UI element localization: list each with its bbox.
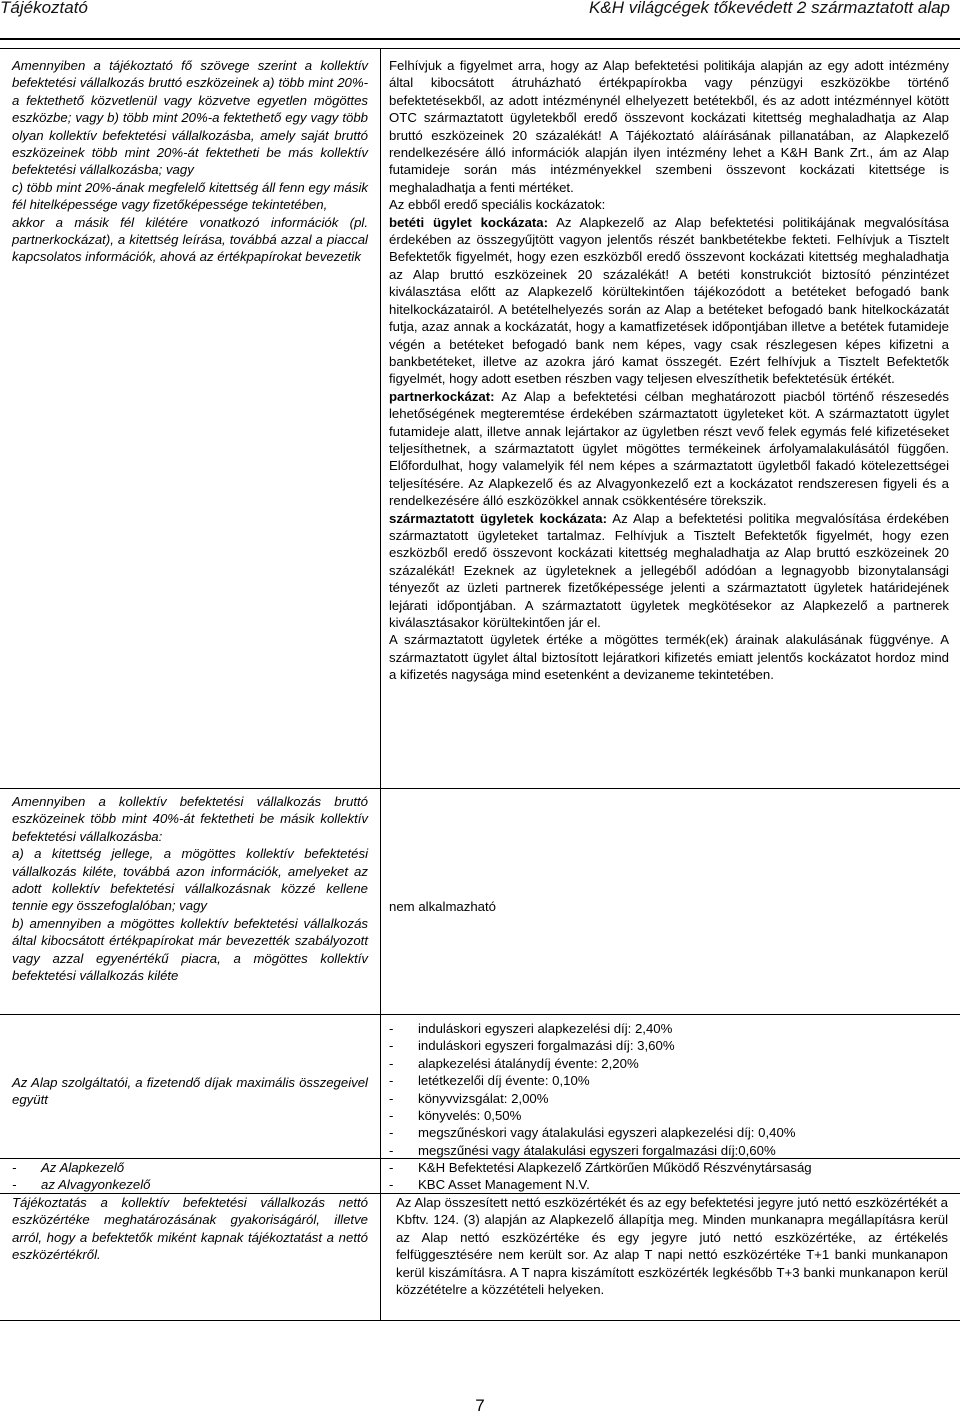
provider-name-item: - KBC Asset Management N.V. xyxy=(389,1176,949,1193)
fee-item: - letétkezelői díj évente: 0,10% xyxy=(389,1072,949,1089)
fee-item: - megszűnési vagy átalakulási egyszeri forgalmazási díj:0,60% xyxy=(389,1142,949,1159)
header-document-type: Tájékoztató xyxy=(0,0,88,17)
service-providers-label: Az Alap szolgáltatói, a fizetendő díjak maximális összegeivel együtt xyxy=(12,1075,368,1108)
row-divider xyxy=(0,788,960,789)
row1-right-risks-heading: Az ebből eredő speciális kockázatok: xyxy=(389,197,606,213)
not-applicable-text: nem alkalmazható xyxy=(389,899,497,914)
derivative-risk-label: származtatott ügyletek kockázata: xyxy=(389,510,607,526)
row-divider xyxy=(0,1320,960,1321)
fee-list xyxy=(389,1020,949,1159)
counterparty-risk-text: Az Alap a befektetési célban meghatározott piacból történő részesedés lehetőségének megteremtése érdekében származtatott ügyleteket köt. A származtatott ügylet futamideje alatt, illetve annak lejártakor az ügyletben részt vevő felek egymás felé kifizetéseket teljesíthetnek, a származtatott ügylet mögöttes termékeinek árfolyamalakulásától függően. Előfordulhat, hogy valamelyik fél nem képes a származtatott ügyletből fakadó kötelezettségei teljesítésére. Az Alapkezelő és az Alvagyonkezelő ezt a kockázatot rendszeresen figyeli és a rendelkezésére álló eszközökkel annak csökkentésére törekszik. xyxy=(389,388,949,509)
fee-item: - könyvelés: 0,50% xyxy=(389,1107,949,1124)
fee-item: - induláskori egyszeri forgalmazási díj: 3,60% xyxy=(389,1037,949,1054)
page-header xyxy=(0,0,960,40)
deposit-risk-text: Az Alapkezelő az Alap befektetési politikájának megvalósítása érdekében az összegyűjtött vagyon jelentős részét bankbetétekbe fekteti. Felhívjuk a Tisztelt Befektetők figyelmét, hogy ezen eszközből eredő összevont kockázati kitettség meghaladhatja az Alap bruttó eszközeinek 20 százalékát! A betéti konstrukciót biztosító pénzintézet kiválasztása előtt az Alapkezelő körültekintően tájékozódott a betéteket befogadó bank hitelkockázatairól. A betételhelyezés során az Alap a betéteket befogadó bank hitelkockázatát futja, azaz annak a kockázatát, hogy a kamatfizetések időpontjában illetve a betétek futamideje végén a betéteket befogadó bank nem képes, vagy csak részlegesen képes kifizetni a bankbetéteket, illetve az azokra járó kamat összegét. Ezért felhívjuk a Tisztelt Befektetők figyelmét, hogy adott esetben részben vagy teljesen elveszíthetik befektetésük értékét. xyxy=(389,214,949,387)
page-number: 7 xyxy=(475,1396,485,1415)
nav-frequency-label: Tájékoztatás a kollektív befektetési vállalkozás nettó eszközértéke meghatározásának gyakoriságáról, illetve arról, hogy a befektetők miként kapnak tájékoztatást a nettó eszközértékről. xyxy=(12,1195,368,1263)
nav-frequency-text: Az Alap összesített nettó eszközértékét és az egy befektetési jegyre jutó nettó eszközértékét a Kbftv. 124. (3) alapján az Alapkezelő állapítja meg. Minden munkanapra megállapításra kerül az Alap nettó eszközértéke és egy jegyre jutó nettó eszközértéke, az értékelés felfüggesztésére nem került sor. Az alap T napi nettó eszközértéke T+1 banki munkanapon kerül kiszámításra. A T napra kiszámított eszközérték legkésőbb T+3 banki munkanapon kerül közzétételre a közzétételi helyeken. xyxy=(396,1195,948,1298)
fee-item: - induláskori egyszeri alapkezelési díj: 2,40% xyxy=(389,1020,949,1037)
fee-item: - alapkezelési átalánydíj évente: 2,20% xyxy=(389,1055,949,1072)
deposit-risk-label: betéti ügylet kockázata: xyxy=(389,214,549,230)
provider-role-item: - Az Alapkezelő xyxy=(12,1159,368,1176)
row2-left-option-a: a) a kitettség jellege, a mögöttes kollektív befektetési vállalkozás kiléte, továbbá azon információk, amelyeket az adott kollektív befektetési vállalkozásnak közzé kellene tennie egy összefoglalóban; vagy xyxy=(12,846,368,914)
provider-role-item: - az Alvagyonkezelő xyxy=(12,1176,368,1193)
row2-right-cell xyxy=(389,898,949,915)
provider-role-list xyxy=(12,1159,368,1194)
row3-left-cell xyxy=(12,1074,368,1109)
deposit-risk-paragraph xyxy=(389,214,949,388)
row2-left-intro: Amennyiben a kollektív befektetési vállalkozás bruttó eszközeinek több mint 40%-át fektetheti be másik kollektív befektetési vállalkozásba: xyxy=(12,794,368,844)
row5-left-cell xyxy=(12,1194,368,1264)
counterparty-risk-paragraph xyxy=(389,388,949,510)
derivative-value-paragraph: A származtatott ügyletek értéke a mögöttes termék(ek) árainak alakulásának függvénye. A származtatott ügylet által biztosított lejáratkori kifizetés emiatt jelentős kockázatot hordoz mind a kifizetés nagysága mind esetenként a devizaneme tekintetében. xyxy=(389,632,949,683)
row3-right-cell xyxy=(389,1020,949,1159)
row5-right-cell xyxy=(396,1194,948,1298)
row4-left-cell xyxy=(12,1159,368,1194)
fee-item: - könyvvizsgálat: 2,00% xyxy=(389,1090,949,1107)
row2-left-cell xyxy=(12,793,368,984)
row-divider xyxy=(0,1014,960,1015)
row1-right-exposure-note: Felhívjuk a figyelmet arra, hogy az Alap befektetési politikája alapján az egy adott intézmény által kibocsátott átruházható értékpapírokba vagy pénzügyi eszközökbe történő befektetésekből, az adott intézménynél elhelyezett betétekből, és az adott intézménnyel kötött OTC származtatott ügyletekből eredő összevont kockázati kitettség meghaladhatja az Alap bruttó eszközeinek 20 százalékát! A Tájékoztató aláírásának pillanatában, az Alapkezelő rendelkezésére álló információk alapján ilyen intézmény lehet a K&H Bank Zrt., ám az Alap futamideje során más intézményekkel szembeni összevont kockázati kitettsége is meghaladhatja a fenti mértéket. xyxy=(389,58,949,195)
column-divider xyxy=(380,48,381,1320)
derivative-risk-text: Az Alap a befektetési politika megvalósítása érdekében származtatott ügyleteket tartalmaz. Felhívjuk a Tisztelt Befektetők figyelmét, hogy ezen eszközből eredő összevont kockázati kitettség meghaladhatja az Alap bruttó eszközeinek 20 százalékát! Ezeknek az ügyleteknek a jellegéből adódóan a legnagyobb bizonytalansági tényezőt az üzleti partnerek fizetőképessége jelenti a származtatott ügyletek határidejének lejárati időpontjában. A származtatott ügyletek megkötésekor az Alapkezelő a partnerek kiválasztásakor körültekintően jár el. xyxy=(389,510,950,630)
fee-item: - megszűnéskori vagy átalakulási egyszeri alapkezelési díj: 0,40% xyxy=(389,1124,949,1141)
row1-left-intro: Amennyiben a tájékoztató fő szövege szerint a kollektív befektetési vállalkozás bruttó eszközeinek a) több mint 20%-a fektethető közvetlenül vagy közvetve egyetlen mögöttes eszközbe; vagy b) több mint 20%-a fektethető egy vagy több olyan kollektív befektetési vállalkozásba, amely saját bruttó eszközeinek több mint 20%-át fektetheti be más kollektív befektetési vállalkozásba; vagy xyxy=(12,58,368,178)
counterparty-risk-label: partnerkockázat: xyxy=(389,388,495,404)
provider-name-list xyxy=(389,1159,949,1194)
row2-left-option-b: b) amennyiben a mögöttes kollektív befektetési vállalkozás által kibocsátott értékpapírokat már bevezették szabályozott vagy azzal egyenértékű piacra, a mögöttes kollektív befektetési vállalkozás kiléte xyxy=(12,915,368,984)
row-divider xyxy=(0,48,960,49)
row1-right-cell xyxy=(389,57,949,684)
provider-name-item: - K&H Befektetési Alapkezelő Zártkörűen Működő Részvénytársaság xyxy=(389,1159,949,1176)
row1-left-conclusion: akkor a másik fél kilétére vonatkozó információk (pl. partnerkockázat), a kitettség leírása, továbbá azzal a piaccal kapcsolatos információk, ahová az értékpapírokat bevezetik xyxy=(12,214,368,265)
row1-left-cell xyxy=(12,57,368,266)
row4-right-cell xyxy=(389,1159,949,1194)
row1-left-condition-c: c) több mint 20%-ának megfelelő kitettség áll fenn egy másik fél hitelképessége vagy fizetőképessége tekintetében, xyxy=(12,179,368,213)
derivative-risk-paragraph xyxy=(389,510,949,632)
info-table xyxy=(0,48,960,1320)
header-fund-name: K&H világcégek tőkevédett 2 származtatott alap xyxy=(589,0,950,17)
